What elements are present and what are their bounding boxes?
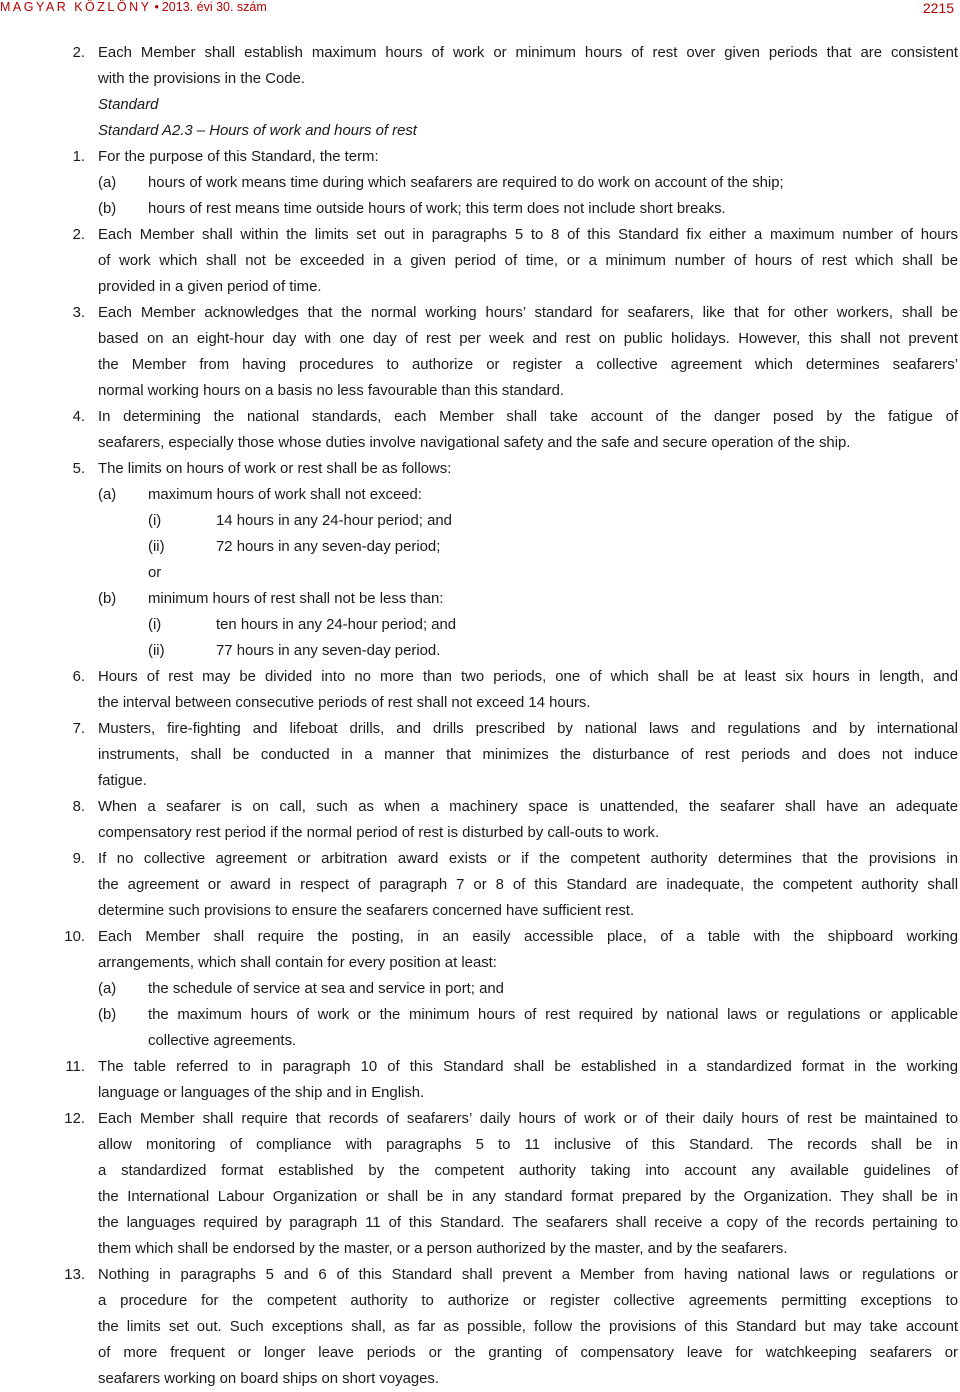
para-text: a standardized format established by the competent authority taking into account any available guidelines of: [98, 1163, 958, 1179]
item-text: the maximum hours of work or the minimum hours of rest required by national laws or regulations or applicable: [148, 1007, 958, 1023]
para-text: the limits set out. Such exceptions shall, as far as possible, follow the provisions of this Standard but may take account: [98, 1319, 958, 1335]
para-line: [0, 716, 958, 742]
sub-list-item: [0, 638, 958, 664]
para-line: [0, 1184, 958, 1210]
para-line: [0, 430, 958, 456]
para-line: [0, 378, 958, 404]
para-line: [0, 66, 958, 92]
para-number: 4.: [72, 409, 85, 425]
para-number: 3.: [72, 305, 85, 321]
sub-list-item: [0, 612, 958, 638]
publication-header: [0, 0, 267, 14]
para-number: 5.: [72, 461, 85, 477]
item-label: (b): [98, 1007, 117, 1023]
para-line: [0, 664, 958, 690]
para-text: of more frequent or longer leave periods or the granting of compensatory leave for watchkeeping seafarers or: [98, 1345, 958, 1361]
para-number: 2.: [72, 45, 85, 61]
para-line: [0, 300, 958, 326]
para-line: [0, 898, 958, 924]
para-text: seafarers, especially those whose duties involve navigational safety and the safe and secure operation of the ship.: [98, 435, 851, 451]
para-line: [0, 1210, 958, 1236]
para-text: the languages required by paragraph 11 of this Standard. The seafarers shall receive a copy of the records pertaining to: [98, 1215, 958, 1231]
para-text: fatigue.: [98, 773, 147, 789]
para-text: the interval between consecutive periods of rest shall not exceed 14 hours.: [98, 695, 591, 711]
para-text: normal working hours on a basis no less favourable than this standard.: [98, 383, 565, 399]
para-line: [0, 794, 958, 820]
para-text: instruments, shall be conducted in a manner that minimizes the disturbance of rest periods and does not induce: [98, 747, 958, 763]
para-text: seafarers working on board ships on short voyages.: [98, 1371, 440, 1387]
item-label: (b): [98, 201, 117, 217]
para-line: [0, 1054, 958, 1080]
item-label: (i): [148, 513, 162, 529]
para-line: [0, 352, 958, 378]
para-line: [0, 742, 958, 768]
item-label: (a): [98, 981, 117, 997]
para-line: [0, 1080, 958, 1106]
para-number: 2.: [72, 227, 85, 243]
item-label: (i): [148, 617, 162, 633]
para-line: [0, 768, 958, 794]
para-line: [0, 1236, 958, 1262]
para-line: [0, 846, 958, 872]
para-number: 9.: [72, 851, 85, 867]
para-text: Nothing in paragraphs 5 and 6 of this Standard shall prevent a Member from having national laws or regulations or: [98, 1267, 958, 1283]
para-number: 13.: [64, 1267, 85, 1283]
para-text: the International Labour Organization or shall be in any standard format prepared by the Organization. They shall be in: [98, 1189, 958, 1205]
issue-info: 2013. évi 30. szám: [161, 0, 267, 14]
para-text: allow monitoring of compliance with paragraphs 5 to 11 inclusive of this Standard. The records shall be in: [98, 1137, 958, 1153]
para-line: [0, 820, 958, 846]
para-text: Each Member shall within the limits set out in paragraphs 5 to 8 of this Standard fix either a maximum number of hours: [98, 227, 958, 243]
para-text: Hours of rest may be divided into no more than two periods, one of which shall be at least six hours in length, and: [98, 669, 958, 685]
standard-title: Standard A2.3 – Hours of work and hours of rest: [98, 123, 417, 139]
para-line: [0, 248, 958, 274]
para-number: 1.: [72, 149, 85, 165]
para-text: arrangements, which shall contain for every position at least:: [98, 955, 497, 971]
para-line: [0, 872, 958, 898]
para-text: provided in a given period of time.: [98, 279, 322, 295]
list-item: [0, 170, 958, 196]
item-text: collective agreements.: [148, 1033, 297, 1049]
item-text: 14 hours in any 24-hour period; and: [216, 513, 452, 529]
page-number: 2215: [922, 0, 954, 16]
item-text: maximum hours of work shall not exceed:: [148, 487, 422, 503]
para-text: In determining the national standards, each Member shall take account of the danger posed by the fatigue of: [98, 409, 958, 425]
para-line: [0, 950, 958, 976]
para-text: The limits on hours of work or rest shall be as follows:: [98, 461, 452, 477]
para-number: 7.: [72, 721, 85, 737]
para-line: [0, 1106, 958, 1132]
list-item: [0, 482, 958, 508]
para-line: [0, 1340, 958, 1366]
item-text: hours of rest means time outside hours of work; this term does not include short breaks.: [148, 201, 726, 217]
para-line: [0, 690, 958, 716]
para-text: a procedure for the competent authority to authorize or register collective agreements permitting exceptions to: [98, 1293, 958, 1309]
para-text: Each Member shall require that records of seafarers’ daily hours of work or of their daily hours of rest be maintained to: [98, 1111, 958, 1127]
item-label: (a): [98, 175, 117, 191]
para-number: 8.: [72, 799, 85, 815]
para-line: [0, 222, 958, 248]
sub-list-item: [0, 508, 958, 534]
para-line: [0, 1132, 958, 1158]
para-number: 10.: [64, 929, 85, 945]
para-line: [0, 1288, 958, 1314]
para-line: [0, 456, 958, 482]
para-text: them which shall be endorsed by the master, or a person authorized by the master, and by the seafarers.: [98, 1241, 788, 1257]
item-text: the schedule of service at sea and service in port; and: [148, 981, 504, 997]
list-item-continuation: [0, 1028, 958, 1054]
para-line: [0, 40, 958, 66]
para-text: Musters, fire-fighting and lifeboat drills, and drills prescribed by national laws and regulations and by international: [98, 721, 958, 737]
list-item: [0, 1002, 958, 1028]
para-line: [0, 924, 958, 950]
item-label: (ii): [148, 643, 165, 659]
para-text: the Member from having procedures to authorize or register a collective agreement which determines seafarers’: [98, 357, 958, 373]
para-line: [0, 1314, 958, 1340]
para-line: [0, 1158, 958, 1184]
para-number: 11.: [65, 1059, 85, 1075]
list-item: [0, 976, 958, 1002]
para-text: the agreement or award in respect of paragraph 7 or 8 of this Standard are inadequate, the competent authority shall: [98, 877, 958, 893]
item-label: (ii): [148, 539, 165, 555]
para-line: [0, 326, 958, 352]
para-line: [0, 1262, 958, 1288]
list-item: [0, 196, 958, 222]
sub-list-item: [0, 534, 958, 560]
para-text: of work which shall not be exceeded in a given period of time, or a minimum number of hours of rest which shall be: [98, 253, 958, 269]
item-label: (a): [98, 487, 117, 503]
para-text: Each Member shall establish maximum hours of work or minimum hours of rest over given periods that are consistent: [98, 45, 958, 61]
para-line: [0, 404, 958, 430]
item-text: hours of work means time during which seafarers are required to do work on account of the ship;: [148, 175, 784, 191]
para-number: 12.: [64, 1111, 85, 1127]
para-text: Each Member shall require the posting, in an easily accessible place, of a table with the shipboard working: [98, 929, 958, 945]
header-bullet: •: [154, 0, 159, 14]
para-number: 6.: [72, 669, 85, 685]
para-text: Each Member acknowledges that the normal working hours’ standard for seafarers, like that for other workers, shall be: [98, 305, 958, 321]
para-text: compensatory rest period if the normal period of rest is disturbed by call-outs to work.: [98, 825, 660, 841]
para-text: The table referred to in paragraph 10 of this Standard shall be established in a standardized format in the working: [98, 1059, 958, 1075]
list-item: [0, 586, 958, 612]
para-text: determine such provisions to ensure the seafarers concerned have sufficient rest.: [98, 903, 635, 919]
para-text: language or languages of the ship and in English.: [98, 1085, 425, 1101]
para-line: [0, 274, 958, 300]
item-label: (b): [98, 591, 117, 607]
para-text: If no collective agreement or arbitration award exists or if the competent authority determines that the provisions in: [98, 851, 958, 867]
or-text: or: [148, 565, 162, 581]
page-header: [0, 0, 960, 22]
item-text: ten hours in any 24-hour period; and: [216, 617, 457, 633]
publication-title: MAGYAR KÖZLÖNY: [0, 0, 152, 14]
or-line: [0, 560, 958, 586]
para-text: with the provisions in the Code.: [98, 71, 305, 87]
para-text: When a seafarer is on call, such as when a machinery space is unattended, the seafarer shall have an adequate: [98, 799, 958, 815]
para-line: [0, 144, 958, 170]
item-text: 77 hours in any seven-day period.: [216, 643, 441, 659]
para-text: For the purpose of this Standard, the term:: [98, 149, 379, 165]
standard-heading: Standard: [98, 97, 159, 113]
item-text: minimum hours of rest shall not be less than:: [148, 591, 444, 607]
para-text: based on an eight-hour day with one day of rest per week and rest on public holidays. However, this shall not prevent: [98, 331, 958, 347]
para-line: [0, 1366, 958, 1392]
item-text: 72 hours in any seven-day period;: [216, 539, 441, 555]
